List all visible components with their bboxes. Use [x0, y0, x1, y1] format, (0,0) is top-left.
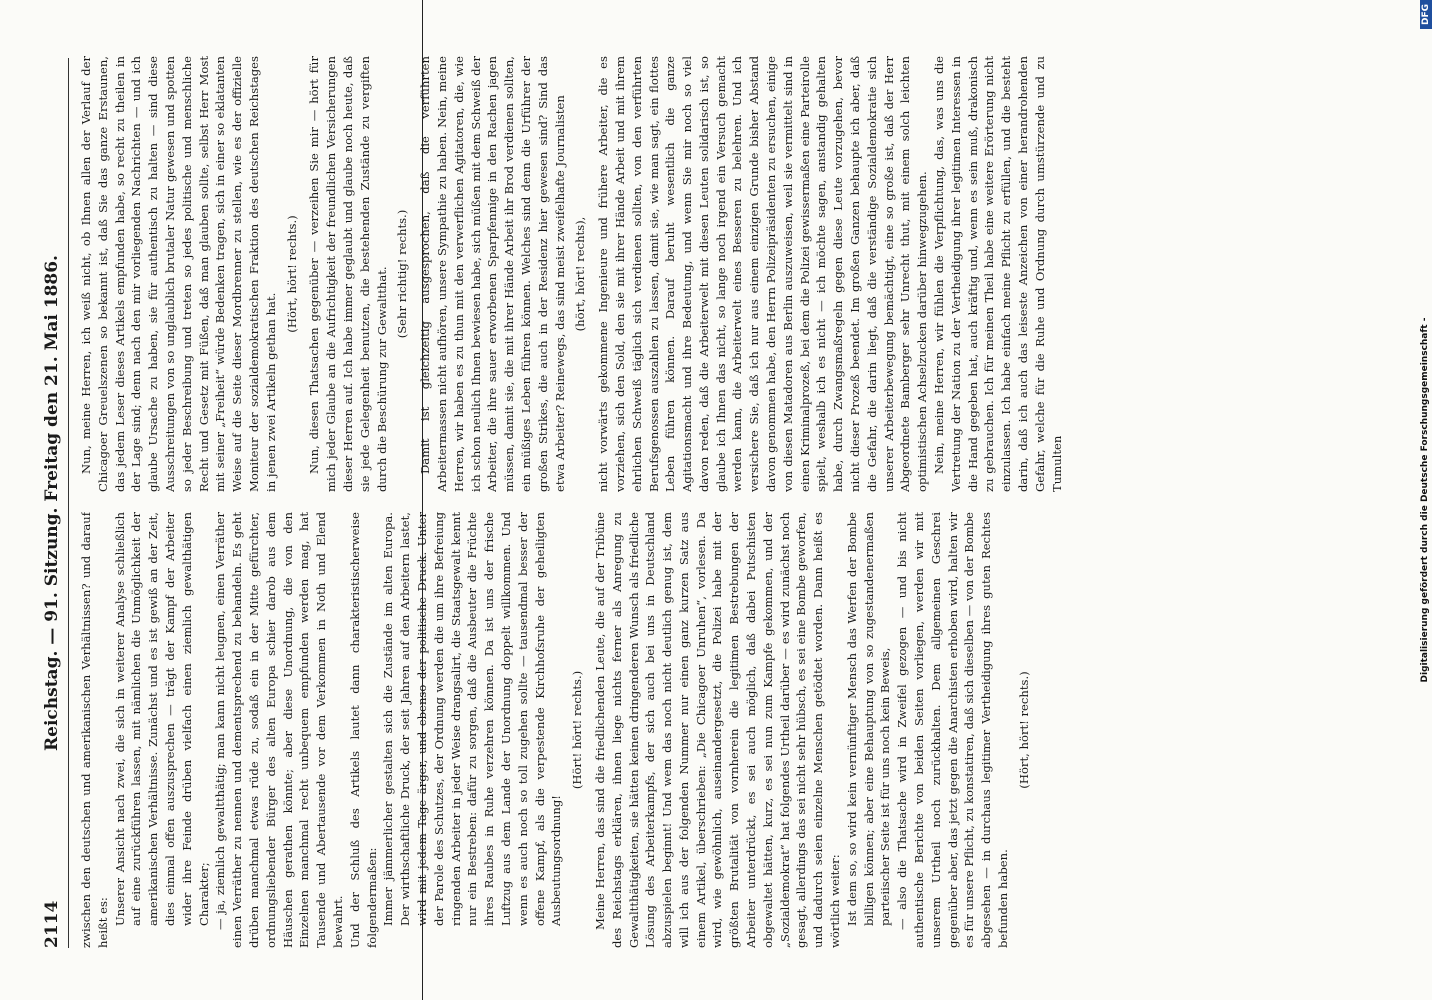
paragraph: Nun, diesen Thatsachen gegenüber — verzeihen Sie mir — hört für mich jeder Glaube an die Aufrichtigkeit der freundlichen Versicherungen dieser Herren auf. Ich habe immer geglaubt und glaube noch heute, daß sie jede Gelegenheit benutzen, die bestehenden Zustände zu vergiften durch die Beschürung zur Gewaltthat. — [307, 56, 389, 492]
page-number: 2114 — [42, 900, 62, 948]
left-column — [78, 512, 1408, 948]
quoted-passage: Immer jämmerlicher gestalten sich die Zustände im alten Europa. Der wirthschaftliche Druck, der seit Jahren auf den Arbeitern lastet, wird mit jedem Tage ärger, und ebenso der politische Druck. Unter der Parole des Schutzes, der Ordnung werden die um ihre Befreiung ringenden Arbeiter in jeder Weise drangsalirt, die Staatsgewalt kennt nur ein Bestreben: dafür zu sorgen, daß die Ausbeuter die Früchte ihres Raubes in Ruhe verzehren können. Da ist uns der frische Luftzug aus dem Lande der Unordnung doppelt willkommen. Und wenn es auch noch so toll zugehen sollte — tausendmal besser der offene Kampf, als die verpestende Kirchhofsruhe der geheiligten Ausbeutungsordnung! — [381, 512, 564, 926]
running-title: Reichstag. — 91. Sitzung. Freitag den 21. Mai 1886. — [42, 255, 62, 751]
paragraph: — ja, ziemlich gewaltthätig; man kann nicht leugnen, einen Verräther einen Verräther zu nennen und dementsprechend zu behandeln. Es geht drüben manchmal etwas rüde zu, sodaß ein in der Mitte gefürchter, ordnungsliebender Bürger des alten Europa schier darob aus dem Häuschen gerathen könnte; aber diese Unordnung, die von den Einzelnen manchmal recht unbequem empfunden werden mag, hat Tausende und Abertausende vor dem Verkommen in Noth und Elend bewahrt. — [213, 512, 345, 948]
paragraph: Damit ist gleichzeitig ausgesprochen, daß die verführten Arbeitermassen nicht aufhören, unsere Sympathie zu haben. Nein, meine Herren, wir haben es zu thun mit den verwerflichen Agitatoren, die, wie ich schon neulich Ihnen bewiesen habe, sich müßen mit dem Schweiß der Arbeiter, die ihre sauer erworbenen Sparpfennige in den Rachen jagen müssen, damit sie, die mit ihrer Hände Arbeit ihr Brod verdienen sollten, ein müßiges Leben führen können. Welches sind denn die Urführer der großen Strikes, die auch in der Residenz hier gewesen sind? Sind das etwa Arbeiter? Reinewegs, das sind meist zweifelhafte Journalisten — [418, 56, 567, 492]
interjection: (hört, hört! rechts), — [573, 216, 588, 332]
interjection: (Hört, hört! rechts.) — [1016, 671, 1031, 789]
paragraph: Nein, meine Herren, wir fühlen die Verpflichtung, das, was uns die Vertretung der Nation zu der Vertheidigung ihrer legitimen Interessen in die Hand gegeben hat, auch kräftig und, wenn es sein muß, drakonisch zu gebrauchen. Ich für meinen Theil habe eine weitere Erörterung nicht einzulassen. Ich habe einfach meine Pflicht zu erfüllen, und die besteht darin, daß ich auch das leiseste Anzeichen von einer herandrohenden Gefahr, welche für die Ruhe und Ordnung durch umstürzende und zu Tumulten — [932, 56, 1064, 492]
paragraph: Nun, meine Herren, ich weiß nicht, ob Ihnen allen der Verlauf der Chicagoer Greuelszenen so bekannt ist, daß Sie das ganze Erstaunen, das jedem Leser dieses Artikels empfunden habe, so recht zu theilen in der Lage sind; denn nach den mir vorliegenden Nachrichten — und ich glaube Ursache zu haben, sie für authentisch zu halten — sind diese Ausschreitungen von so unglaublich brutaler Natur gewesen und spotten so jeder Beschreibung und treten so jedes politische und menschliche Recht und Gesetz mit Füßen, daß man glauben sollte, selbst Herr Most mit seiner „Freiheit“ würde Bedenken tragen, sich in einer so eklatanten Weise auf die Seite dieser Mordbrenner zu stellen, wie es der offizielle Moniteur der sozialdemokratischen Fraktion des deutschen Reichstages in jenen zwei Artikeln gethan hat. — [79, 56, 278, 492]
interjection: (Hört, hört! rechts.) — [284, 215, 299, 333]
interjection: (Sehr richtig! rechts.) — [395, 209, 410, 339]
paragraph: Und der Schluß des Artikels lautet dann charakteristischerweise folgendermaßen: — [347, 512, 379, 948]
quoted-passage: Ist dem so, so wird kein vernünftiger Mensch das Werfen der Bombe billigen können; aber eine Behauptung von so zugestandenermaßen parteiischer Seite ist für uns noch kein Beweis, — [844, 512, 893, 926]
paragraph: nicht vorwärts gekommene Ingenieure und frühere Arbeiter, die es vorziehen, sich den Sold, den sie mit ihrer Hände Arbeit und mit ihrem ehrlichen Schweiß täglich sich verdienen sollten, von den verführten Berufsgenossen auszahlen zu lassen, damit sie, wie man sagt, ein flottes Leben führen können. Darauf beruht wesentlich die ganze Agitationsmacht und ihre Bedeutung, und wenn Sie mir noch so viel davon reden, daß die Arbeiterwelt mit diesen Leuten solidarisch ist, so glaube ich Ihnen das nicht, so lange noch irgend ein Versuch gemacht werden kann, die Arbeiterwelt eines Besseren zu belehren. Und ich versichere Sie, daß ich nur aus einem einzigen Grunde bisher Abstand davon genommen habe, den Herrn Polizeipräsidenten zu ersuchen, einige von diesen Matadoren aus Berlin auszuweisen, weil sie vermittelt sind in einen Kriminalprozeß, bei dem die Polizei gewissermaßen eine Parteirolle spielt, weshalb ich es nicht — ich möchte sagen, anstandig gehalten habe, durch Zwangsmaßregeln gegen diese Leute vorzugehen, bevor nicht dieser Prozeß beendet. Im großen Ganzen behaupte ich aber, daß die Gefahr, die darin liegt, daß die verständige Sozialdemokratie sich unserer Arbeiterbewegung bemächtigt, eine so große ist, daß der Herr Abgeordnete Bamberger sehr Unrecht thut, mit einem solch leichten optimistischen Achselzucken darüber hinwegzugehen. — [596, 56, 930, 492]
digitization-footer — [1420, 0, 1432, 1000]
page-header — [40, 58, 69, 948]
quoted-passage: Unserer Ansicht nach zwei, die sich in weiterer Analyse schließlich auf eine zurückführen lassen, mit nämlichen die Unmöglichkeit der amerikanischen Verhältnisse. Zunächst und es ist gewiß an der Zeit, dies einmal offen auszusprechen — trägt der Kampf der Arbeiter wider ihre Feinde drüben vielfach einen ziemlich gewalthätigen Charakter; — [112, 512, 211, 926]
paragraph: — also die Thatsache wird in Zweifel gezogen — und bis nicht authentische Berichte von beiden Seiten vorliegen, werden wir mit unserem Urtheil noch zurückhalten. Dem allgemeinen Geschrei gegenüber aber, das jetzt gegen die Anarchisten erhoben wird, halten wir es für unsere Pflicht, zu konstatiren, daß sich dieselben — von der Bombe abgesehen — in durchaus legitimer Vertheidigung ihres guten Rechtes befunden haben. — [895, 512, 1011, 948]
right-column — [78, 56, 1408, 492]
dfg-logo: DFG — [1420, 0, 1432, 29]
paragraph: zwischen den deutschen und amerikanischen Verhältnissen? und darauf heißt es: — [79, 512, 110, 948]
interjection: (Hört! hört! rechts.) — [570, 670, 585, 790]
paragraph: Meine Herren, das sind die friedlichenden Leute, die auf der Tribüne des Reichstags erklären, ihnen liege nichts ferner als Anregung zu Gewaltthätigkeiten, sie hätten keinen dringenderen Wunsch als friedliche Lösung des Arbeiterkampfs, der sich auch bei uns in Deutschland abzuspielen beginnt! Und wem das noch nicht deutlich genug ist, dem will ich aus der folgenden Nummer nur einen ganz kurzen Satz aus einem Artikel, überschrieben: „Die Chicagoer Unruhen“, vorlesen. Da wird, wie gewöhnlich, auseinandergesetzt, die Polizei habe mit der größten Brutalität von vornherein die legitimen Bestrebungen der Arbeiter unterdrückt, es sei auch möglich, daß dabei Putschisten obgewaltet hätten, kurz, es sei nun zum Kampfe gekommen, und der „Sozialdemokrat“ hat folgendes Urtheil darüber — es wird zunächst noch gesagt, allerdings das sei nicht sehr hübsch, es sei eine Bombe geworfen, und dadurch seien einzelne Menschen getödtet worden. Dann heißt es wörtlich weiter: — [592, 512, 843, 948]
digitization-note: Digitalisierung gefördert durch die Deutsche Forschungsgemeinschaft - — [1420, 317, 1430, 683]
